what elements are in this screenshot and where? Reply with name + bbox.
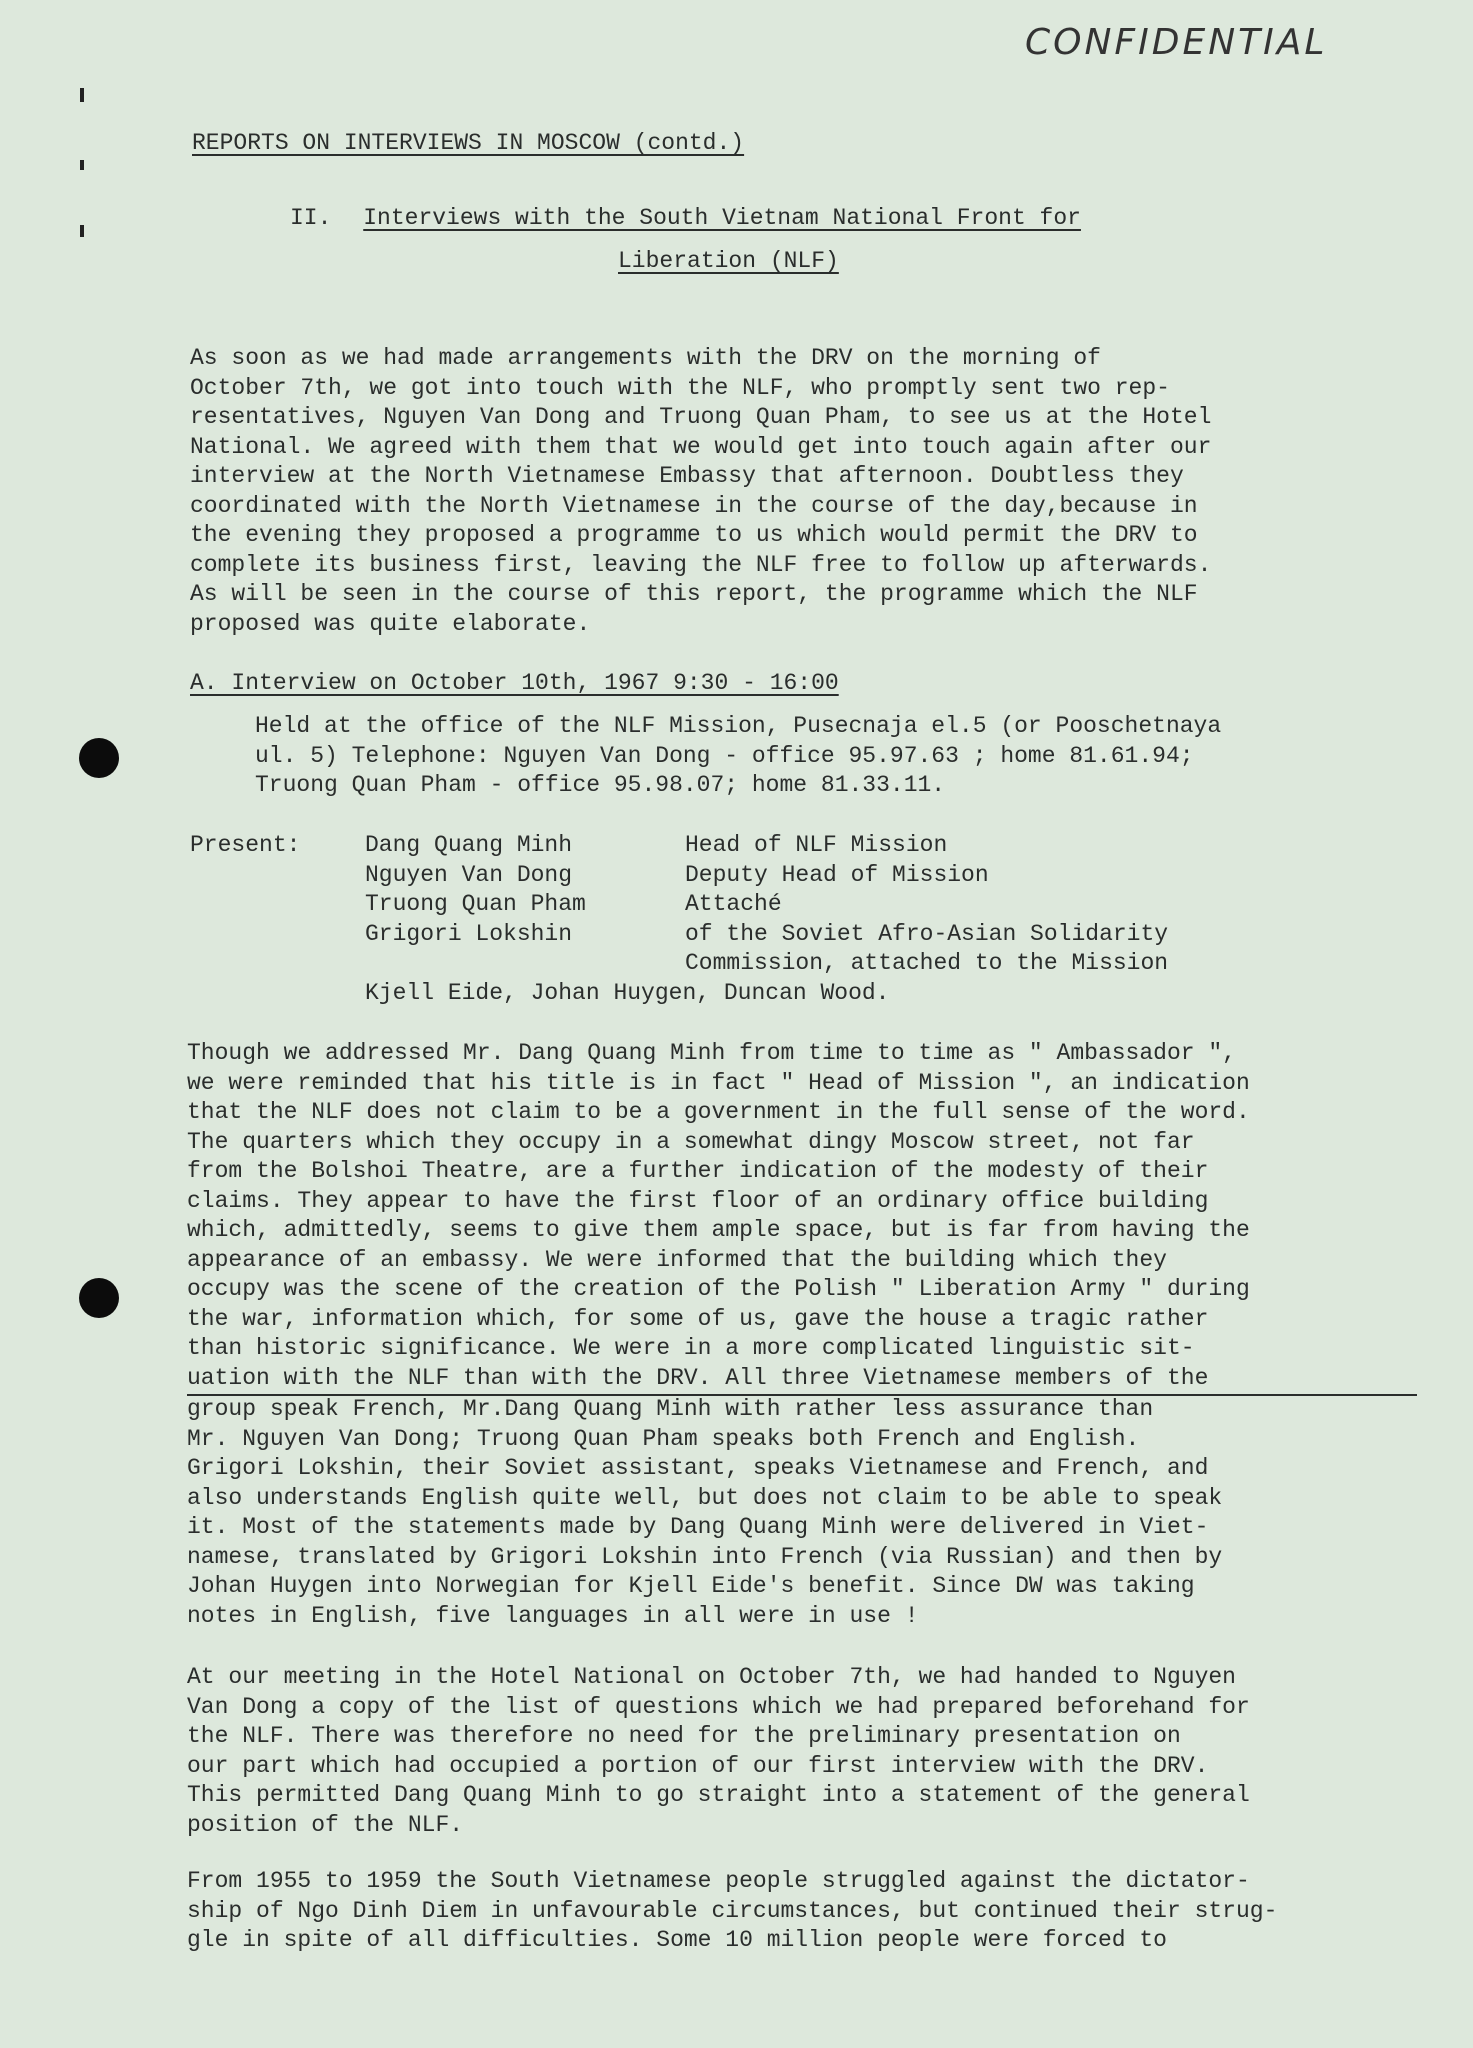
present-row [190,862,1285,892]
text-line: Grigori Lokshin, their Soviet assistant, speaks Vietnamese and French, and [187,1455,1209,1481]
text-line: position of the NLF. [187,1811,464,1838]
text-line: we were reminded that his title is in fact " Head of Mission ", an indication [187,1069,1250,1096]
person-role: of the Soviet Afro-Asian Solidarity [685,920,1169,947]
body-paragraph [187,1040,1417,1632]
text-line: Held at the office of the NLF Mission, Pusecnaja el.5 (or Pooschetnaya [255,713,1222,739]
text-line: Johan Huygen into Norwegian for Kjell Eide's benefit. Since DW was taking [187,1573,1195,1599]
text-line: coordinated with the North Vietnamese in the course of the day,because in [190,492,1198,519]
text-line: October 7th, we got into touch with the NLF, who promptly sent two rep- [190,374,1170,401]
person-role: Head of NLF Mission [685,832,948,858]
section-heading [290,205,1081,231]
text-line: interview at the North Vietnamese Embassy that afternoon. Doubtless they [190,463,1184,489]
punch-hole [79,1278,119,1318]
present-list [190,832,1285,980]
report-title: REPORTS ON INTERVIEWS IN MOSCOW (contd.) [192,130,745,156]
person-role: Commission, attached to the Mission [685,950,1169,976]
margin-mark [80,225,84,237]
present-row [190,832,1285,862]
text-line: ul. 5) Telephone: Nguyen Van Dong - office 95.97.63 ; home 81.61.94; [255,742,1194,769]
present-row [190,921,1285,951]
text-line: resentatives, Nguyen Van Dong and Truong Quan Pham, to see us at the Hotel [190,404,1212,430]
person-name: Dang Quang Minh [365,832,573,858]
person-role: Attaché [685,891,782,917]
present-row [190,950,1285,980]
text-line: proposed was quite elaborate. [190,610,591,637]
text-line: This permitted Dang Quang Minh to go straight into a statement of the general [187,1782,1250,1808]
text-line: From 1955 to 1959 the South Vietnamese people struggled against the dictator- [187,1868,1250,1894]
text-line: which, admittedly, seems to give them ample space, but is far from having the [187,1217,1250,1243]
person-role: Deputy Head of Mission [685,861,989,888]
text-line: than historic significance. We were in a more complicated linguistic sit- [187,1335,1195,1361]
text-line: Though we addressed Mr. Dang Quang Minh from time to time as " Ambassador ", [187,1040,1236,1066]
text-line: uation with the NLF than with the DRV. All three Vietnamese members of the [187,1365,1417,1397]
section-title-line2: Liberation (NLF) [618,248,839,274]
text-line: notes in English, five languages in all were in use ! [187,1602,919,1629]
person-name: Grigori Lokshin [365,920,573,947]
text-line: the evening they proposed a programme to us which would permit the DRV to [190,522,1198,548]
punch-hole [79,738,119,778]
text-line: At our meeting in the Hotel National on October 7th, we had handed to Nguyen [187,1664,1236,1690]
text-line: the NLF. There was therefore no need for the preliminary presentation on [187,1723,1181,1749]
guests-line: Kjell Eide, Johan Huygen, Duncan Wood. [365,980,890,1006]
text-line: that the NLF does not claim to be a government in the full sense of the word. [187,1099,1250,1125]
text-line: Van Dong a copy of the list of questions which we had prepared beforehand for [187,1693,1250,1720]
margin-mark [80,88,84,102]
text-line: The quarters which they occupy in a somewhat dingy Moscow street, not far [187,1128,1195,1155]
text-line: it. Most of the statements made by Dang Quang Minh were delivered in Viet- [187,1514,1209,1540]
person-name: Nguyen Van Dong [365,861,573,888]
person-name [365,950,685,980]
closing-paragraph [187,1868,1417,1957]
text-line: complete its business first, leaving the NLF free to follow up afterwards. [190,551,1212,578]
subsection-a-heading: A. Interview on October 10th, 1967 9:30 - 16:00 [190,670,839,696]
text-line: the war, information which, for some of us, gave the house a tragic rather [187,1305,1209,1332]
text-line: ship of Ngo Dinh Diem in unfavourable circumstances, but continued their strug- [187,1897,1278,1924]
text-line: Truong Quan Pham - office 95.98.07; home 81.33.11. [255,772,946,798]
text-line: group speak French, Mr.Dang Quang Minh with rather less assurance than [187,1396,1154,1422]
text-line: occupy was the scene of the creation of the Polish " Liberation Army " during [187,1276,1250,1302]
person-name: Truong Quan Pham [365,891,586,917]
intro-paragraph [190,345,1420,640]
text-line: our part which had occupied a portion of our first interview with the DRV. [187,1752,1209,1779]
margin-mark [80,160,84,170]
confidential-stamp: CONFIDENTIAL [1025,22,1328,63]
text-line: Mr. Nguyen Van Dong; Truong Quan Pham speaks both French and English. [187,1425,1140,1452]
location-block [255,713,1405,802]
text-line: As soon as we had made arrangements with the DRV on the morning of [190,345,1101,371]
text-line: claims. They appear to have the first floor of an ordinary office building [187,1187,1209,1214]
text-line: As will be seen in the course of this report, the programme which the NLF [190,581,1198,607]
section-title-line1: Interviews with the South Vietnam National Front for [363,205,1081,231]
text-line: gle in spite of all difficulties. Some 10 million people were forced to [187,1927,1167,1953]
present-label: Present: [190,832,301,858]
meeting-paragraph [187,1664,1417,1841]
text-line: appearance of an embassy. We were informed that the building which they [187,1246,1167,1273]
text-line: namese, translated by Grigori Lokshin into French (via Russian) and then by [187,1543,1223,1570]
text-line: National. We agreed with them that we would get into touch again after our [190,433,1212,460]
present-row [190,891,1285,921]
text-line: from the Bolshoi Theatre, are a further indication of the modesty of their [187,1158,1209,1184]
section-number: II. [290,205,332,231]
text-line: also understands English quite well, but does not claim to be able to speak [187,1484,1223,1511]
